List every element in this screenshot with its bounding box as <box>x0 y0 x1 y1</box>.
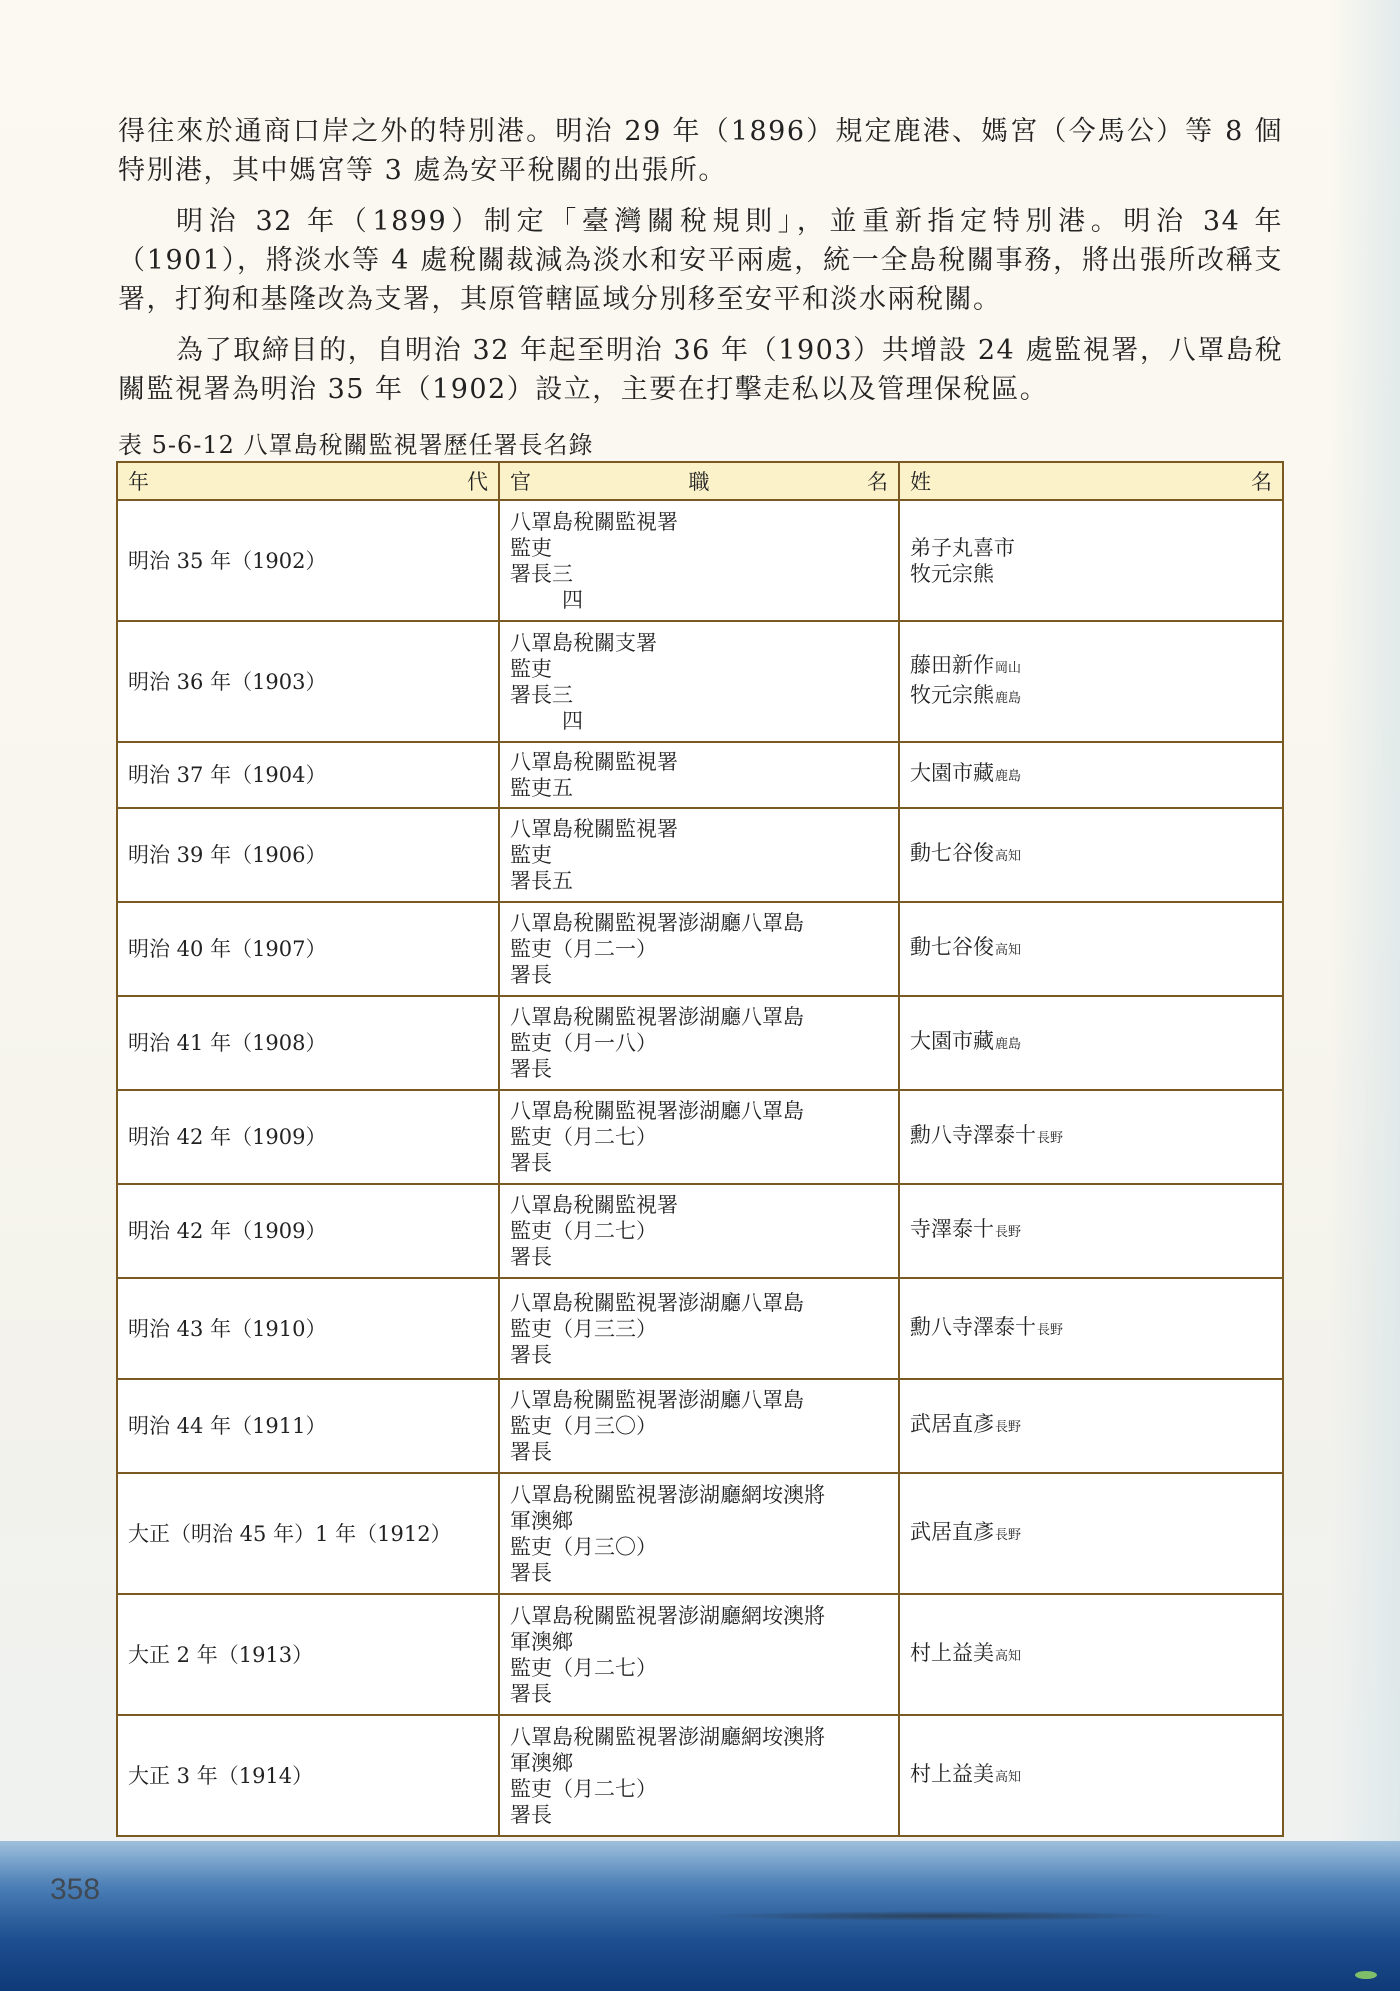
post-line: 軍澳鄉 <box>510 1508 573 1533</box>
cell-year: 明治 41 年（1908） <box>117 996 499 1090</box>
person-entry <box>910 760 1272 790</box>
cell-person <box>899 1594 1283 1715</box>
table-row <box>117 500 1283 621</box>
person-prefecture: 高知 <box>995 1769 1022 1785</box>
post-line: 監吏（月二七） <box>510 1776 657 1801</box>
post-line: 八罩島稅關監視署澎湖廳網垵澳將 <box>510 1724 825 1749</box>
post-line: 署長 <box>510 1342 552 1367</box>
post-line: 八罩島稅關監視署澎湖廳八罩島 <box>510 1388 804 1412</box>
table-row <box>117 1184 1283 1278</box>
boat-decoration <box>1355 1971 1377 1979</box>
person-name: 武居直彥 <box>910 1412 994 1436</box>
post-line: 監吏（月二七） <box>510 1125 657 1149</box>
post-line: 署長 <box>510 1245 552 1269</box>
person-prefecture: 長野 <box>1037 1131 1064 1146</box>
table-body <box>117 500 1283 1836</box>
post-line: 署長 <box>510 1151 552 1175</box>
post-line: 署長三 <box>510 561 573 586</box>
person-entry <box>910 840 1272 870</box>
person-entry <box>910 1122 1272 1152</box>
person-entry <box>910 652 1272 682</box>
table-row <box>117 996 1283 1090</box>
cell-year: 大正 2 年（1913） <box>117 1594 499 1715</box>
header-year-char: 代 <box>467 470 488 494</box>
person-name: 弟子丸喜市 <box>910 535 1015 560</box>
person-entry <box>910 561 1272 587</box>
post-line: 軍澳鄉 <box>510 1750 573 1775</box>
person-name: 武居直彥 <box>910 1519 994 1544</box>
cell-year: 大正 3 年（1914） <box>117 1715 499 1836</box>
paragraph-2: 明治 32 年（1899）制定「臺灣關稅規則」，並重新指定特別港。明治 34 年（1901），將淡水等 4 處稅關裁減為淡水和安平兩處，統一全島稅關事務，將出張所改稱支署，打狗和基隆改為支署，其原管轄區域分別移至安平和淡水兩稅關。 <box>118 206 1283 315</box>
person-prefecture: 鹿島 <box>995 690 1022 706</box>
post-line: 八罩島稅關監視署澎湖廳八罩島 <box>510 911 804 935</box>
post-line: 署長 <box>510 1802 552 1827</box>
cell-post <box>499 1090 899 1184</box>
post-line: 八罩島稅關支署 <box>510 630 657 655</box>
post-line: 監吏（月二一） <box>510 937 657 961</box>
cell-year: 明治 39 年（1906） <box>117 808 499 902</box>
cell-year: 明治 43 年（1910） <box>117 1278 499 1379</box>
cell-year: 明治 42 年（1909） <box>117 1184 499 1278</box>
header-year-char: 年 <box>128 470 149 494</box>
table-row <box>117 742 1283 808</box>
table-row <box>117 1090 1283 1184</box>
person-entry <box>910 934 1272 964</box>
cell-year: 明治 36 年（1903） <box>117 621 499 742</box>
post-line: 八罩島稅關監視署澎湖廳網垵澳將 <box>510 1482 825 1507</box>
table-row <box>117 808 1283 902</box>
post-line: 署長五 <box>510 869 573 893</box>
post-line: 監吏（月二七） <box>510 1219 657 1243</box>
person-entry <box>910 1314 1272 1344</box>
cell-post <box>499 621 899 742</box>
person-entry <box>910 1640 1272 1670</box>
page-number: 358 <box>50 1873 101 1906</box>
cell-year: 明治 37 年（1904） <box>117 742 499 808</box>
header-person-char: 姓 <box>910 470 931 494</box>
post-line: 監吏 <box>510 656 552 681</box>
cell-post <box>499 1715 899 1836</box>
table-row <box>117 1473 1283 1594</box>
post-line: 監吏 <box>510 535 552 560</box>
header-post-char: 官 <box>510 470 531 494</box>
cell-person <box>899 1090 1283 1184</box>
person-entry <box>910 1411 1272 1441</box>
table-row <box>117 1715 1283 1836</box>
person-prefecture: 長野 <box>995 1225 1022 1240</box>
paragraph-1: 得往來於通商口岸之外的特別港。明治 29 年（1896）規定鹿港、媽宮（今馬公）等 8 個特別港，其中媽宮等 3 處為安平稅關的出張所。 <box>118 116 1283 186</box>
cell-person <box>899 808 1283 902</box>
cell-post <box>499 902 899 996</box>
post-line: 署長 <box>510 1057 552 1081</box>
person-prefecture: 長野 <box>1037 1322 1064 1338</box>
header-post-char: 職 <box>688 470 710 494</box>
person-entry <box>910 1028 1272 1058</box>
post-line: 四 <box>562 708 583 733</box>
cell-person <box>899 996 1283 1090</box>
cell-post <box>499 808 899 902</box>
person-name: 藤田新作 <box>910 652 994 677</box>
paragraph-3: 為了取締目的，自明治 32 年起至明治 36 年（1903）共增設 24 處監視署，八罩島稅關監視署為明治 35 年（1902）設立，主要在打擊走私以及管理保稅區。 <box>118 335 1283 405</box>
person-name: 動七谷俊 <box>910 935 994 959</box>
page-edge-shading <box>1330 0 1400 1991</box>
person-name: 大園市藏 <box>910 761 994 785</box>
person-prefecture: 長野 <box>995 1527 1022 1543</box>
post-line: 署長三 <box>510 682 573 707</box>
cell-person <box>899 1715 1283 1836</box>
cell-year: 大正（明治 45 年）1 年（1912） <box>117 1473 499 1594</box>
person-prefecture: 高知 <box>995 943 1022 958</box>
post-line: 軍澳鄉 <box>510 1629 573 1654</box>
cell-person <box>899 742 1283 808</box>
cell-person <box>899 1184 1283 1278</box>
person-name: 牧元宗熊 <box>910 561 994 586</box>
post-line: 監吏（月三〇） <box>510 1414 657 1438</box>
body-text <box>118 112 1283 421</box>
table-row <box>117 1594 1283 1715</box>
cell-post <box>499 1379 899 1473</box>
header-post <box>499 462 899 500</box>
post-line: 八罩島稅關監視署澎湖廳八罩島 <box>510 1290 804 1315</box>
post-line: 監吏（月三三） <box>510 1316 657 1341</box>
cell-post <box>499 1184 899 1278</box>
person-name: 大園市藏 <box>910 1029 994 1053</box>
person-entry <box>910 1216 1272 1246</box>
person-name: 村上益美 <box>910 1640 994 1665</box>
cell-year: 明治 40 年（1907） <box>117 902 499 996</box>
roster-table <box>116 461 1284 1837</box>
sea-rocks-decoration <box>700 1911 1180 1921</box>
person-prefecture: 高知 <box>995 849 1022 864</box>
cell-post <box>499 1473 899 1594</box>
post-line: 四 <box>562 587 583 612</box>
table-row <box>117 1278 1283 1379</box>
post-line: 八罩島稅關監視署澎湖廳八罩島 <box>510 1005 804 1029</box>
person-prefecture: 鹿島 <box>995 1037 1022 1052</box>
person-entry <box>910 682 1272 712</box>
post-line: 八罩島稅關監視署 <box>510 817 678 841</box>
person-name: 勳八寺澤泰十 <box>910 1314 1036 1339</box>
post-line: 八罩島稅關監視署澎湖廳網垵澳將 <box>510 1603 825 1628</box>
cell-post <box>499 742 899 808</box>
table-row <box>117 1379 1283 1473</box>
cell-year: 明治 42 年（1909） <box>117 1090 499 1184</box>
person-prefecture: 鹿島 <box>995 769 1022 784</box>
post-line: 署長 <box>510 963 552 987</box>
person-name: 寺澤泰十 <box>910 1217 994 1241</box>
cell-person <box>899 1473 1283 1594</box>
person-prefecture: 岡山 <box>995 660 1022 676</box>
person-entry <box>910 1519 1272 1549</box>
post-line: 署長 <box>510 1681 552 1706</box>
cell-post <box>499 500 899 621</box>
table-header-row <box>117 462 1283 500</box>
post-line: 八罩島稅關監視署 <box>510 509 678 534</box>
post-line: 監吏（月一八） <box>510 1031 657 1055</box>
post-line: 八罩島稅關監視署澎湖廳八罩島 <box>510 1099 804 1123</box>
cell-person <box>899 621 1283 742</box>
person-name: 動七谷俊 <box>910 841 994 865</box>
person-name: 勳八寺澤泰十 <box>910 1123 1036 1147</box>
post-line: 署長 <box>510 1440 552 1464</box>
cell-year: 明治 44 年（1911） <box>117 1379 499 1473</box>
post-line: 八罩島稅關監視署 <box>510 750 678 774</box>
post-line: 八罩島稅關監視署 <box>510 1193 678 1217</box>
cell-person <box>899 1379 1283 1473</box>
person-name: 牧元宗熊 <box>910 682 994 707</box>
header-year <box>117 462 499 500</box>
post-line: 監吏 <box>510 843 552 867</box>
table-caption: 表 5-6-12 八罩島稅關監視署歷任署長名錄 <box>118 431 594 459</box>
cell-person <box>899 500 1283 621</box>
cell-post <box>499 1594 899 1715</box>
person-prefecture: 高知 <box>995 1648 1022 1664</box>
post-line: 署長 <box>510 1560 552 1585</box>
cell-post <box>499 1278 899 1379</box>
header-person <box>899 462 1283 500</box>
person-entry <box>910 535 1272 561</box>
cell-person <box>899 902 1283 996</box>
post-line: 監吏五 <box>510 776 573 800</box>
table-row <box>117 621 1283 742</box>
cell-person <box>899 1278 1283 1379</box>
cell-post <box>499 996 899 1090</box>
post-line: 監吏（月三〇） <box>510 1534 657 1559</box>
header-person-char: 名 <box>1251 470 1272 494</box>
header-post-char: 名 <box>867 470 888 494</box>
person-prefecture: 長野 <box>995 1420 1022 1435</box>
post-line: 監吏（月二七） <box>510 1655 657 1680</box>
person-name: 村上益美 <box>910 1761 994 1786</box>
person-entry <box>910 1761 1272 1791</box>
table-row <box>117 902 1283 996</box>
cell-year: 明治 35 年（1902） <box>117 500 499 621</box>
